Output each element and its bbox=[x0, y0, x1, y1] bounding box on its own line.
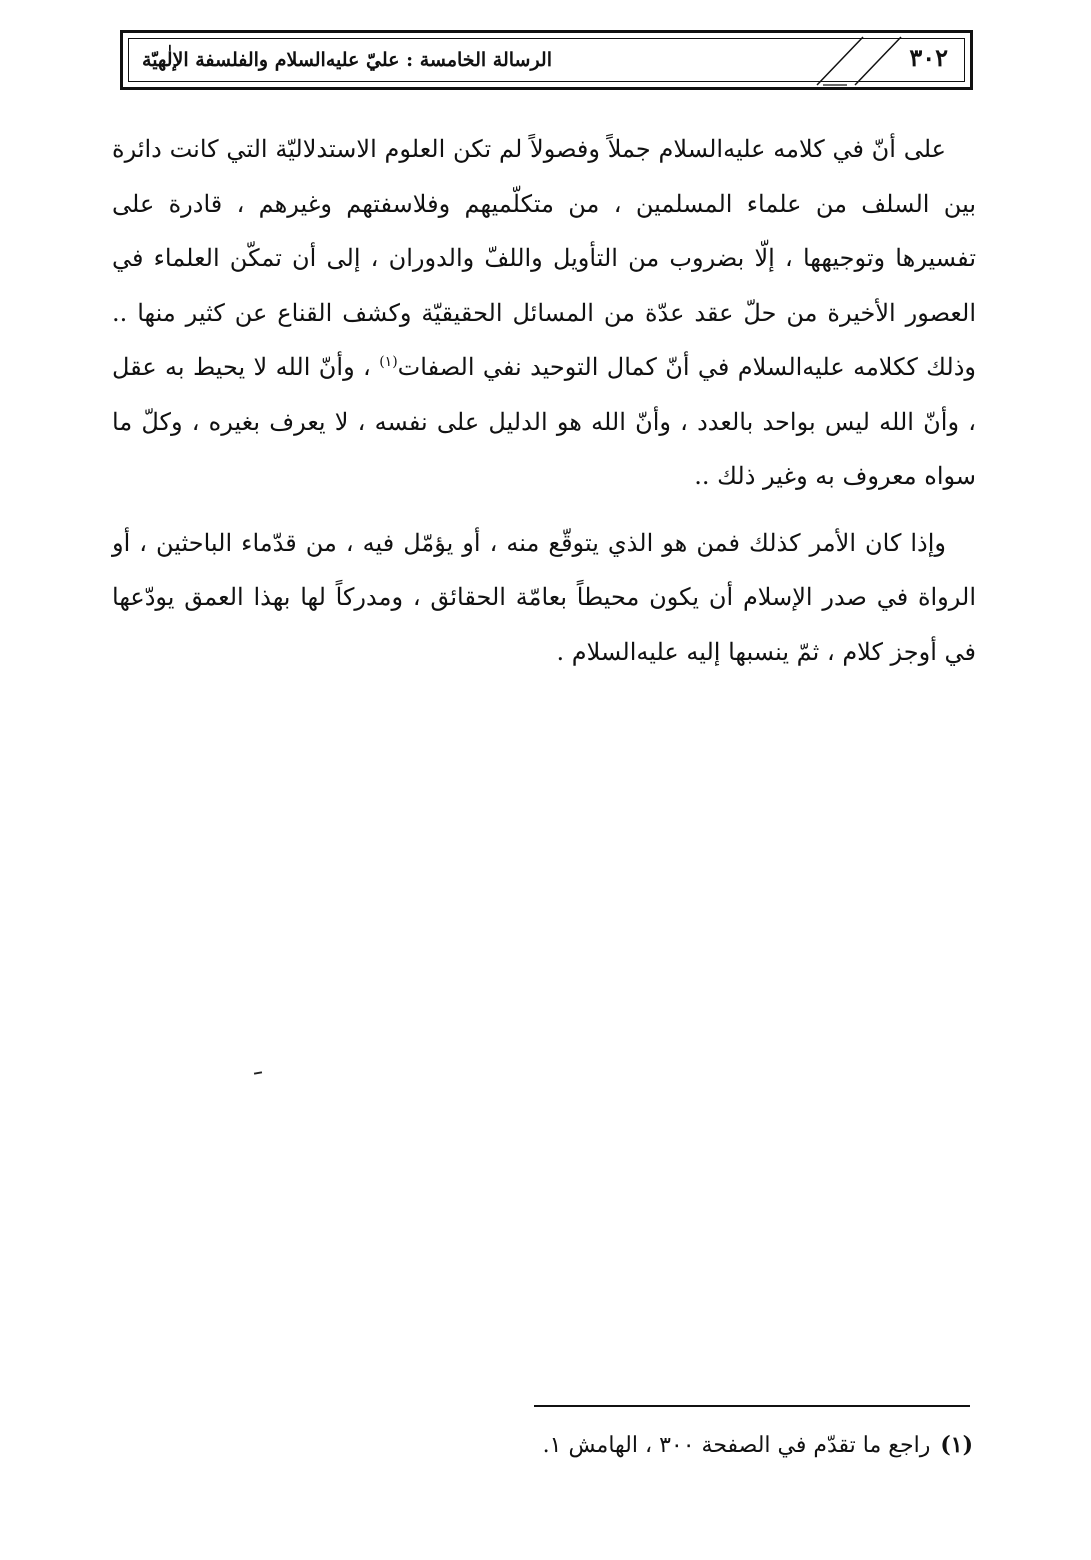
stray-ink-mark bbox=[254, 1071, 262, 1074]
paragraph-2: وإذا كان الأمر كذلك فمن هو الذي يتوقّع منه ، أو يؤمّل فيه ، من قدّماء الباحثين ، أو الرواة في صدر الإسلام أن يكون محيطاً بعامّة الحقائق ، ومدركاً لها بهذا العمق يودّعها في أوجز كلام ، ثمّ ينسبها إليه عليه‌السلام . bbox=[112, 528, 976, 666]
footnote-mark: (١) bbox=[940, 1432, 973, 1458]
running-header bbox=[120, 30, 973, 90]
footnote-separator bbox=[534, 1405, 970, 1407]
paragraph-1-continuation: ، وأنّ الله لا يحيط به عقل ، وأنّ الله ليس بواحد بالعدد ، وأنّ الله هو الدليل على نفسه ، لا يعرف بغيره ، وكلّ ما سواه معروف به وغير ذلك .. bbox=[112, 353, 976, 490]
header-title: الرسالة الخامسة : عليّ عليه‌السلام والفلسفة الإلٰهيّة bbox=[142, 49, 552, 71]
paragraph-1 bbox=[112, 122, 976, 504]
header-slash-ornament bbox=[803, 35, 913, 87]
main-text bbox=[112, 122, 976, 679]
page-number: ٣٠٢ bbox=[909, 43, 948, 72]
footnote-reference[interactable]: (١) bbox=[379, 354, 398, 370]
paragraph-1-text: على أنّ في كلامه عليه‌السلام جملاً وفصولاً لم تكن العلوم الاستدلاليّة التي كانت دائرة بين السلف من علماء المسلمين ، من متكلّميهم وفلاسفتهم وغيرهم ، قادرة على تفسيرها وتوجيهها ، إلّا بضروب من التأويل واللفّ والدوران ، إلى أن تمكّن العلماء في العصور الأخيرة من حلّ عقد عدّة من المسائل الحقيقيّة وكشف القناع عن كثير منها .. وذلك ككلامه عليه‌السلام في أنّ كمال التوحيد نفي الصفات bbox=[112, 135, 976, 381]
footnote-text: راجع ما تقدّم في الصفحة ٣٠٠ ، الهامش ١. bbox=[542, 1433, 931, 1458]
footnote bbox=[543, 1432, 973, 1458]
